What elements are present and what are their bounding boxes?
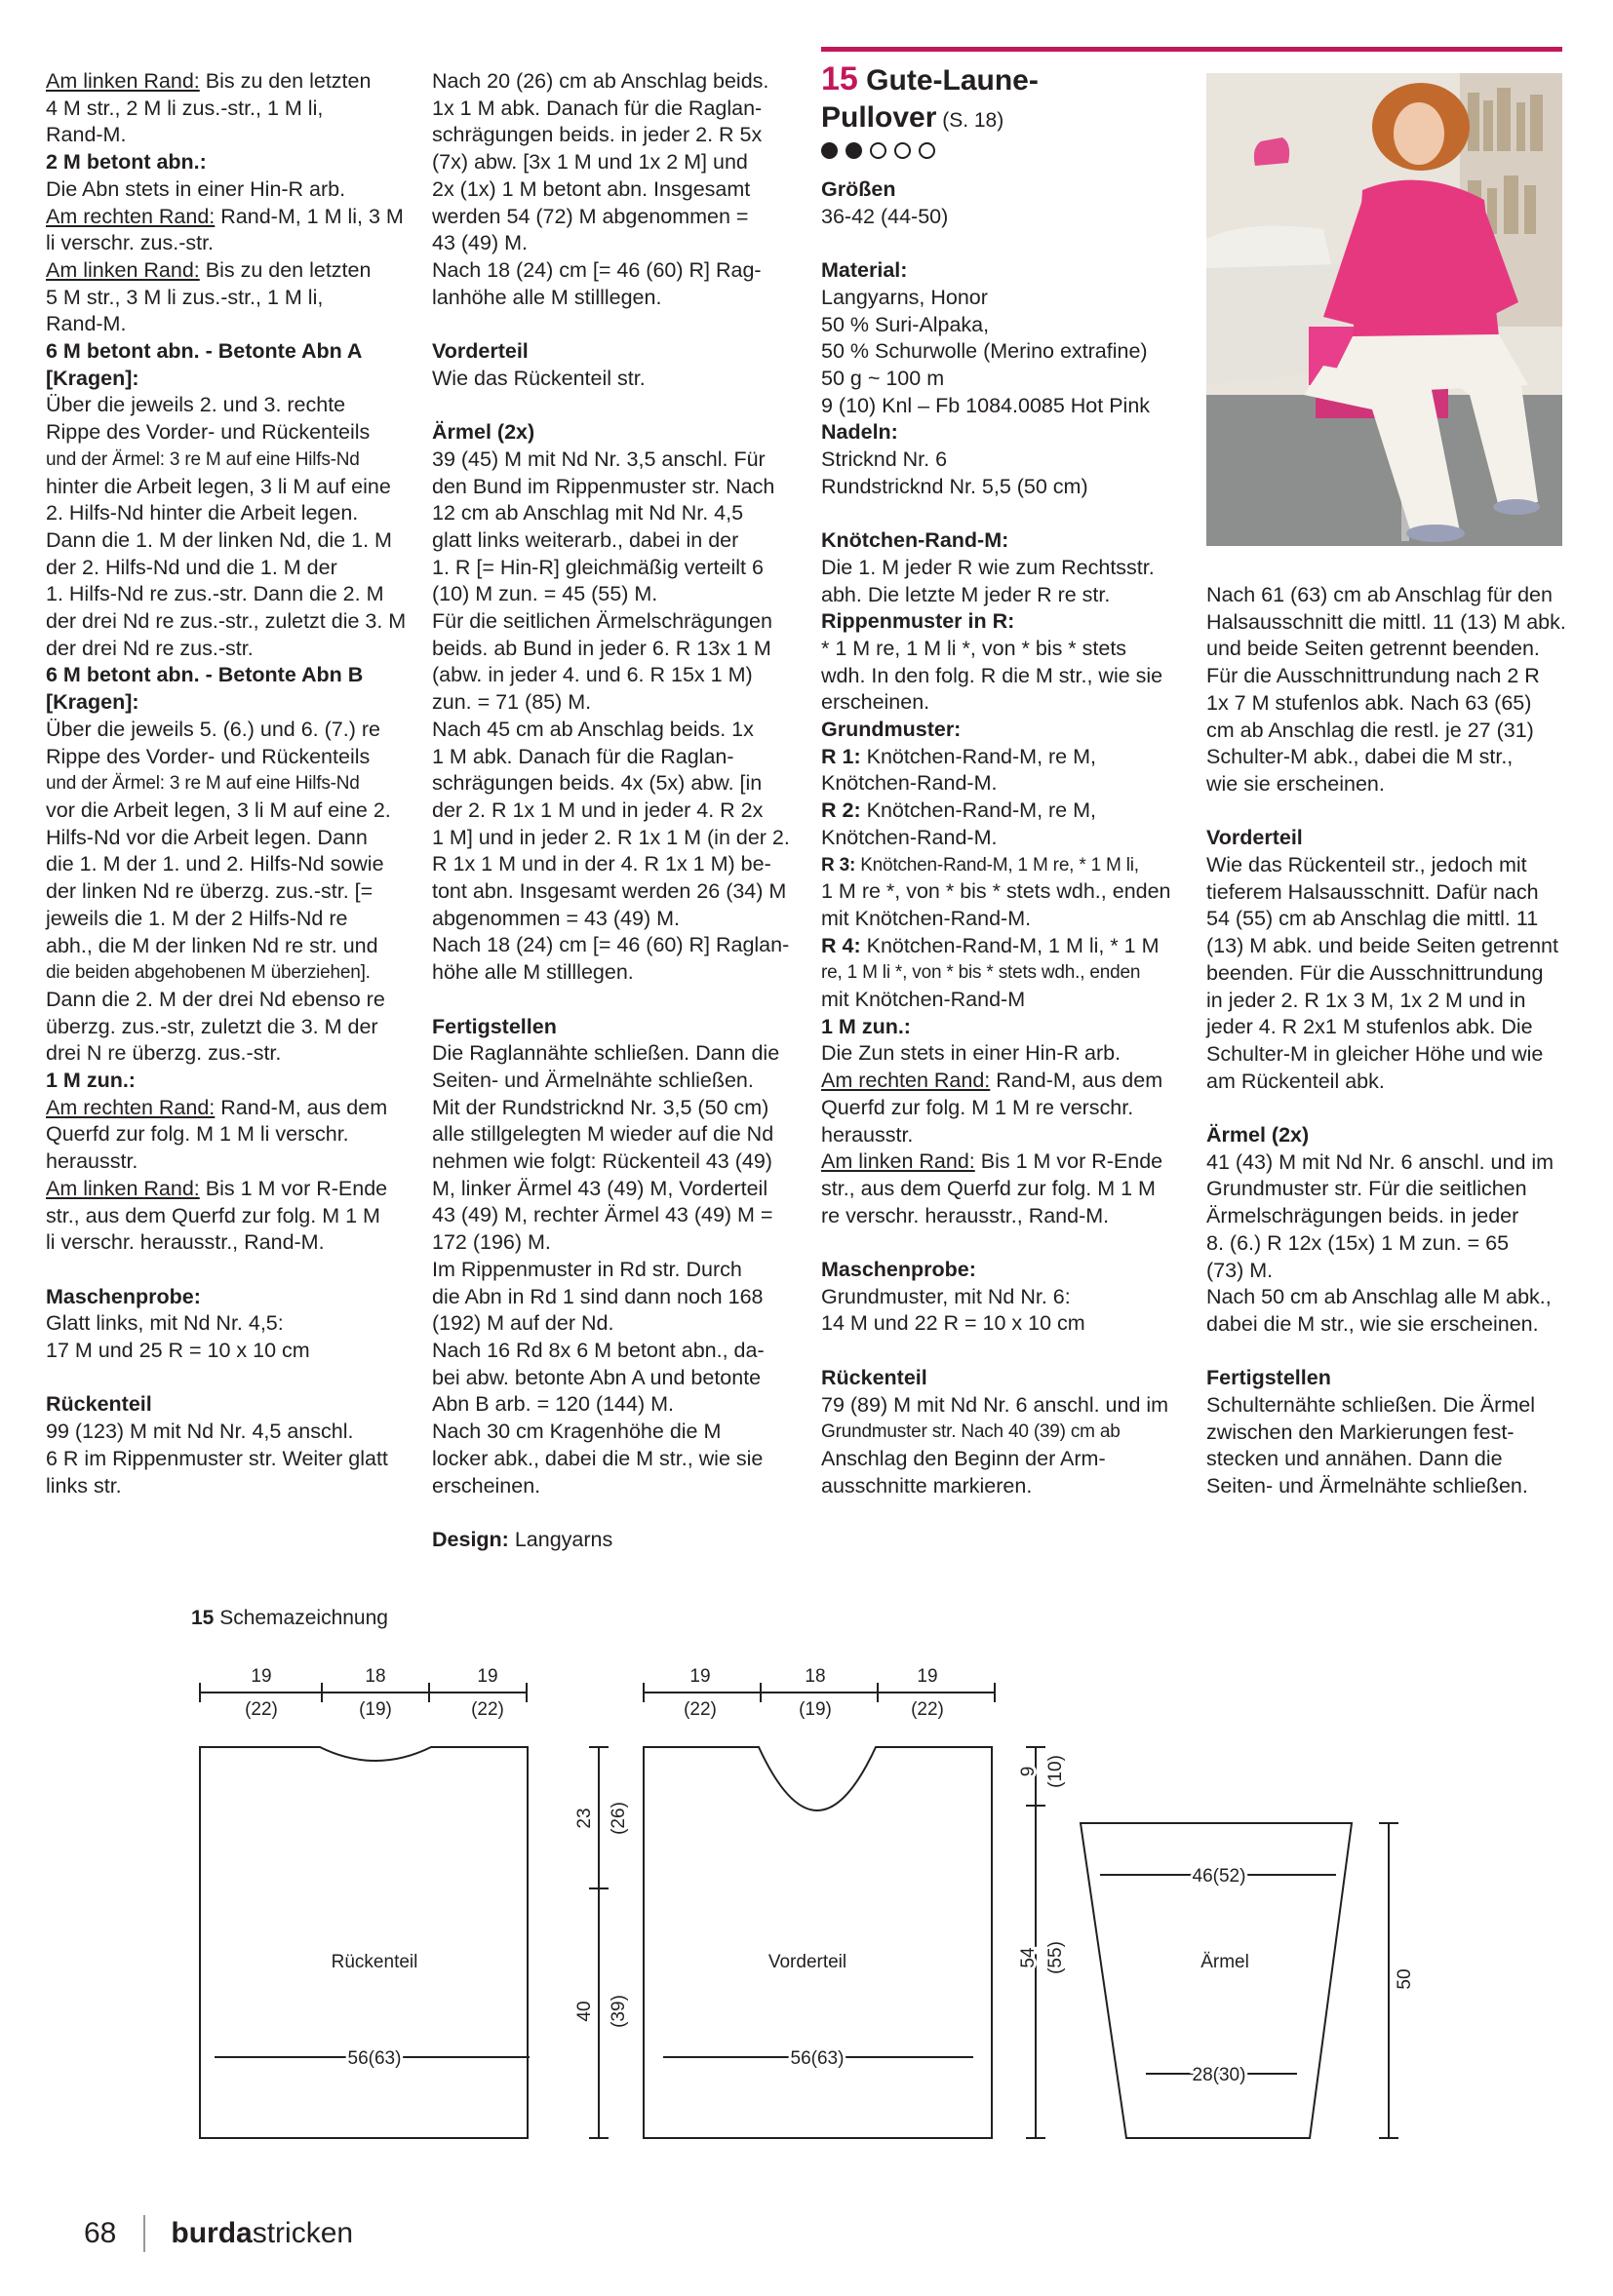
text: 99 (123) M mit Nd Nr. 4,5 anschl. — [46, 1420, 354, 1444]
text: abh. Die letzte M jeder R re str. — [821, 582, 1111, 606]
row-label: R 3: — [821, 854, 856, 876]
text: (7x) abw. [3x 1 M und 1x 2 M] und — [432, 150, 748, 175]
text: alle stillgelegten M wieder auf die Nd — [432, 1122, 774, 1147]
dim-right-alt: (22) — [911, 1699, 944, 1720]
text: links str. — [46, 1473, 122, 1498]
text: wdh. In den folg. R die M str., wie sie — [821, 663, 1163, 687]
text: Seiten- und Ärmelnähte schließen. — [432, 1068, 754, 1092]
text: beids. ab Bund in jeder 6. R 13x 1 M — [432, 636, 771, 660]
label: Am linken Rand: — [821, 1149, 975, 1174]
dim-right: 19 — [917, 1666, 938, 1687]
text: Schulter-M in gleicher Höhe und wie — [1206, 1041, 1544, 1066]
text: Knötchen-Rand-M, 1 M li, * 1 M — [860, 933, 1160, 957]
text: erscheinen. — [432, 1473, 541, 1498]
dim-left-alt: (22) — [245, 1699, 278, 1720]
heading: Grundmuster: — [821, 718, 962, 742]
column-2 — [432, 68, 803, 1554]
text: Wie das Rückenteil str. — [432, 366, 646, 390]
text: jeweils die 1. M der 2 Hilfs-Nd re — [46, 906, 348, 930]
dim-center-alt: (19) — [799, 1699, 832, 1720]
text: Rand-M, aus dem — [990, 1069, 1163, 1093]
text: der 2. Hilfs-Nd und die 1. M der — [46, 555, 337, 579]
text: am Rückenteil abk. — [1206, 1069, 1385, 1093]
text: schrägungen beids. 4x (5x) abw. [in — [432, 771, 763, 796]
text: locker abk., dabei die M str., wie sie — [432, 1446, 764, 1470]
text: und der Ärmel: 3 re M auf eine Hilfs-Nd — [46, 773, 360, 795]
text: tieferem Halsausschnitt. Dafür nach — [1206, 879, 1539, 904]
heading: [Kragen]: — [46, 366, 139, 390]
text: 1 M re *, von * bis * stets wdh., enden — [821, 879, 1171, 904]
text: bei abw. betonte Abn A und betonte — [432, 1365, 762, 1389]
text: Nach 20 (26) cm ab Anschlag beids. — [432, 69, 769, 93]
text: (73) M. — [1206, 1258, 1274, 1282]
text: Bis zu den letzten — [199, 69, 372, 93]
text: Seiten- und Ärmelnähte schließen. — [1206, 1474, 1528, 1498]
schema-title-text: Schemazeichnung — [214, 1607, 388, 1629]
text: Knötchen-Rand-M. — [821, 771, 998, 796]
text: tont abn. Insgesamt werden 26 (34) M — [432, 879, 787, 904]
text: Ärmelschrägungen beids. in jeder — [1206, 1204, 1519, 1228]
text: 1. R [= Hin-R] gleichmäßig verteilt 6 — [432, 555, 764, 579]
brand-bold: burda — [171, 2217, 253, 2249]
pattern-number: 15 — [821, 60, 858, 97]
text: Die Abn stets in einer Hin-R arb. — [46, 176, 346, 201]
text: glatt links weiterarb., dabei in der — [432, 527, 739, 552]
text: beenden. Für die Ausschnittrundung — [1206, 960, 1544, 985]
page-number: 68 — [84, 2217, 117, 2249]
text: 172 (196) M. — [432, 1230, 551, 1255]
text: Für die seitlichen Ärmelschrägungen — [432, 609, 772, 634]
height-lower-alt: (39) — [609, 1995, 629, 2028]
dim-left: 19 — [689, 1666, 711, 1687]
sleeve-top-width: 46(52) — [1192, 1866, 1246, 1887]
text: mit Knötchen-Rand-M — [821, 988, 1026, 1012]
text: Schulter-M abk., dabei die M str., — [1206, 745, 1514, 769]
text: jeder 4. R 2x1 M stufenlos abk. Die — [1206, 1015, 1533, 1039]
heading: Fertigstellen — [432, 1014, 557, 1038]
text: die 1. M der 1. und 2. Hilfs-Nd sowie — [46, 852, 384, 876]
schema-number: 15 — [191, 1607, 215, 1629]
row-label: R 2: — [821, 798, 861, 823]
heading: Rückenteil — [46, 1392, 152, 1417]
front-width: 56(63) — [790, 2048, 845, 2069]
text: Dann die 1. M der linken Nd, die 1. M — [46, 527, 392, 552]
text: erscheinen. — [821, 690, 930, 715]
text: Dann die 2. M der drei Nd ebenso re — [46, 987, 385, 1011]
pattern-name-2: Pullover — [821, 101, 937, 134]
text: 41 (43) M mit Nd Nr. 6 anschl. und im — [1206, 1149, 1554, 1174]
text: 36-42 (44-50) — [821, 204, 949, 228]
dim-right-alt: (22) — [471, 1699, 504, 1720]
model-photo — [1206, 73, 1562, 546]
text: Knötchen-Rand-M, 1 M re, * 1 M li, — [855, 854, 1139, 876]
dim-center-alt: (19) — [359, 1699, 392, 1720]
height-upper: 23 — [574, 1808, 595, 1829]
text: Nach 45 cm ab Anschlag beids. 1x — [432, 717, 754, 741]
text: 79 (89) M mit Nd Nr. 6 anschl. und im — [821, 1392, 1169, 1417]
heading: 1 M zun.: — [46, 1069, 136, 1093]
design-value: Langyarns — [508, 1527, 613, 1551]
text: der linken Nd re überzg. zus.-str. [= — [46, 879, 374, 904]
text: 4 M str., 2 M li zus.-str., 1 M li, — [46, 96, 324, 120]
page-ref: (S. 18) — [936, 109, 1004, 132]
text: (10) M zun. = 45 (55) M. — [432, 582, 658, 606]
heading: Knötchen-Rand-M: — [821, 528, 1009, 553]
text: werden 54 (72) M abgenommen = — [432, 204, 749, 228]
heading: Maschenprobe: — [821, 1258, 976, 1282]
text: Nach 30 cm Kragenhöhe die M — [432, 1420, 722, 1444]
text: herausstr. — [46, 1149, 138, 1174]
text: Rand-M. — [46, 312, 127, 336]
heading: Ärmel (2x) — [1206, 1123, 1310, 1148]
text: abh., die M der linken Nd re str. und — [46, 933, 378, 957]
text: 54 (55) cm ab Anschlag die mittl. 11 — [1206, 907, 1539, 931]
text: R 1x 1 M und in der 4. R 1x 1 M) be- — [432, 852, 771, 876]
difficulty-dot-empty — [919, 142, 935, 159]
photo-illustration — [1206, 73, 1562, 546]
text: der drei Nd re zus.-str., zuletzt die 3. M — [46, 609, 407, 634]
dim-left-alt: (22) — [684, 1699, 717, 1720]
text: Über die jeweils 5. (6.) und 6. (7.) re — [46, 717, 380, 741]
column-1 — [46, 68, 416, 1499]
text: Die Zun stets in einer Hin-R arb. — [821, 1041, 1121, 1066]
text: Die 1. M jeder R wie zum Rechtsstr. — [821, 555, 1155, 579]
text: und der Ärmel: 3 re M auf eine Hilfs-Nd — [46, 448, 360, 470]
dim-right: 19 — [477, 1666, 498, 1687]
sleeve-label: Ärmel — [1200, 1952, 1249, 1972]
text: Anschlag den Beginn der Arm- — [821, 1446, 1106, 1470]
text: wie sie erscheinen. — [1206, 771, 1385, 796]
text: schrägungen beids. in jeder 2. R 5x — [432, 123, 763, 147]
text: Schulternähte schließen. Die Ärmel — [1206, 1393, 1535, 1418]
difficulty-dot-empty — [870, 142, 886, 159]
text: Nach 61 (63) cm ab Anschlag für den — [1206, 583, 1553, 606]
text: der drei Nd re zus.-str. — [46, 636, 254, 660]
heading: Ärmel (2x) — [432, 420, 535, 445]
text: die Abn in Rd 1 sind dann noch 168 — [432, 1284, 764, 1308]
text: Bis zu den letzten — [199, 257, 372, 282]
text: Querfd zur folg. M 1 M re verschr. — [821, 1095, 1134, 1119]
label: Am linken Rand: — [46, 257, 200, 282]
text: M, linker Ärmel 43 (49) M, Vorderteil — [432, 1176, 768, 1200]
text: 2x (1x) 1 M betont abn. Insgesamt — [432, 176, 751, 201]
text: re verschr. herausstr., Rand-M. — [821, 1203, 1110, 1227]
row-label: R 1: — [821, 744, 861, 768]
text: 39 (45) M mit Nd Nr. 3,5 anschl. Für — [432, 447, 766, 471]
heading: Rückenteil — [821, 1365, 927, 1389]
pattern-name-1: Gute-Laune- — [866, 64, 1039, 97]
row-label: R 4: — [821, 933, 861, 957]
brand-rest: stricken — [252, 2217, 354, 2249]
text: Rand-M. — [46, 123, 127, 147]
text: Knötchen-Rand-M, re M, — [860, 744, 1096, 768]
design-label: Design: — [432, 1527, 509, 1551]
text: hinter die Arbeit legen, 3 li M auf eine — [46, 474, 391, 498]
back-piece-label: Rückenteil — [331, 1952, 418, 1972]
dim-left: 19 — [251, 1666, 272, 1687]
accent-bar — [821, 47, 1562, 52]
text: Langyarns, Honor — [821, 285, 988, 309]
text: 43 (49) M. — [432, 231, 528, 255]
text: in jeder 2. R 1x 3 M, 1x 2 M und in — [1206, 988, 1526, 1012]
heading: Größen — [821, 177, 896, 201]
text: 5 M str., 3 M li zus.-str., 1 M li, — [46, 285, 324, 309]
text: 1x 1 M abk. Danach für die Raglan- — [432, 96, 763, 120]
text: 43 (49) M, rechter Ärmel 43 (49) M = — [432, 1203, 773, 1227]
label: Am rechten Rand: — [46, 1095, 216, 1119]
text: Für die Ausschnittrundung nach 2 R — [1206, 664, 1540, 688]
label: Am rechten Rand: — [46, 204, 216, 228]
difficulty-dot-filled — [846, 142, 862, 159]
difficulty-rating — [821, 142, 935, 159]
text: * 1 M re, 1 M li *, von * bis * stets — [821, 636, 1127, 660]
dim-center: 18 — [805, 1666, 826, 1687]
text: 1x 7 M stufenlos abk. Nach 63 (65) — [1206, 690, 1532, 715]
column-4 — [1206, 582, 1577, 1500]
heading: [Kragen]: — [46, 690, 139, 715]
text: 1 M] und in jeder 2. R 1x 1 M (in der 2. — [432, 825, 790, 849]
text: 2. Hilfs-Nd hinter die Arbeit legen. — [46, 501, 359, 525]
text: vor die Arbeit legen, 3 li M auf eine 2. — [46, 798, 391, 822]
text: herausstr. — [821, 1122, 914, 1147]
text: 14 M und 22 R = 10 x 10 cm — [821, 1311, 1085, 1336]
text: Über die jeweils 2. und 3. rechte — [46, 393, 346, 417]
text: Bis 1 M vor R-Ende — [199, 1176, 388, 1200]
text: überzg. zus.-str, zuletzt die 3. M der — [46, 1014, 378, 1038]
text: Grundmuster str. Für die seitlichen — [1206, 1177, 1527, 1201]
text: Rippe des Vorder- und Rückenteils — [46, 420, 371, 445]
text: Glatt links, mit Nd Nr. 4,5: — [46, 1311, 284, 1336]
sleeve-bottom-width: 28(30) — [1192, 2065, 1246, 2085]
text: str., aus dem Querfd zur folg. M 1 M — [821, 1176, 1156, 1200]
text: Nach 50 cm ab Anschlag alle M abk., — [1206, 1285, 1552, 1309]
heading: Maschenprobe: — [46, 1284, 201, 1308]
heading: Vorderteil — [432, 339, 529, 364]
text: 12 cm ab Anschlag mit Nd Nr. 4,5 — [432, 501, 744, 525]
text: Nach 18 (24) cm [= 46 (60) R] Rag- — [432, 257, 762, 282]
text: (192) M auf der Nd. — [432, 1311, 614, 1336]
text: die beiden abgehobenen M überziehen]. — [46, 962, 371, 984]
text: ausschnitte markieren. — [821, 1473, 1033, 1498]
sleeve-length: 50 — [1395, 1968, 1415, 1990]
text: cm ab Anschlag die restl. je 27 (31) — [1206, 718, 1534, 742]
footer — [84, 2215, 353, 2252]
difficulty-dot-empty — [894, 142, 911, 159]
front-piece-label: Vorderteil — [767, 1952, 847, 1972]
text: Rand-M, aus dem — [215, 1095, 388, 1119]
difficulty-dot-filled — [821, 142, 838, 159]
front-body-length-alt: (55) — [1045, 1941, 1066, 1974]
text: zun. = 71 (85) M. — [432, 690, 592, 715]
text: Rippe des Vorder- und Rückenteils — [46, 744, 371, 768]
text: 6 R im Rippenmuster str. Weiter glatt — [46, 1446, 388, 1470]
text: Stricknd Nr. 6 — [821, 448, 948, 472]
text: Nach 16 Rd 8x 6 M betont abn., da- — [432, 1339, 765, 1362]
back-width: 56(63) — [347, 2048, 402, 2069]
heading: Vorderteil — [1206, 826, 1303, 850]
heading: Nadeln: — [821, 420, 898, 445]
heading: 6 M betont abn. - Betonte Abn B — [46, 663, 364, 687]
text: Knötchen-Rand-M. — [821, 825, 998, 849]
text: Im Rippenmuster in Rd str. Durch — [432, 1257, 742, 1281]
text: abgenommen = 43 (49) M. — [432, 906, 680, 930]
text: Querfd zur folg. M 1 M li verschr. — [46, 1122, 349, 1147]
pattern-title — [821, 60, 1192, 139]
text: Halsausschnitt die mittl. 11 (13) M abk. — [1206, 609, 1566, 634]
text: 50 % Schurwolle (Merino extrafine) — [821, 339, 1148, 364]
text: Abn B arb. = 120 (144) M. — [432, 1392, 674, 1417]
text: li verschr. zus.-str. — [46, 231, 215, 255]
neck-depth-alt: (10) — [1045, 1755, 1066, 1788]
heading: Fertigstellen — [1206, 1366, 1331, 1390]
text: 8. (6.) R 12x (15x) 1 M zun. = 65 — [1206, 1230, 1510, 1255]
text: der 2. R 1x 1 M und in jeder 4. R 2x — [432, 798, 764, 822]
text: Die Raglannähte schließen. Dann die — [432, 1041, 780, 1066]
text: Grundmuster, mit Nd Nr. 6: — [821, 1284, 1071, 1308]
text: und beide Seiten getrennt beenden. — [1206, 637, 1540, 661]
dim-center: 18 — [365, 1666, 386, 1687]
text: str., aus dem Querfd zur folg. M 1 M — [46, 1203, 380, 1227]
front-body-length: 54 — [1018, 1947, 1039, 1968]
text: Mit der Rundstricknd Nr. 3,5 (50 cm) — [432, 1095, 769, 1119]
text: nehmen wie folgt: Rückenteil 43 (49) — [432, 1149, 772, 1174]
text: stecken und annähen. Dann die — [1206, 1447, 1503, 1471]
schema-title — [191, 1607, 388, 1630]
label: Am rechten Rand: — [821, 1069, 991, 1093]
text: 50 g ~ 100 m — [821, 366, 945, 390]
height-lower: 40 — [574, 2001, 595, 2022]
text: Bis 1 M vor R-Ende — [974, 1149, 1163, 1174]
text: (13) M abk. und beide Seiten getrennt — [1206, 934, 1558, 958]
text: (abw. in jeder 4. und 6. R 15x 1 M) — [432, 663, 753, 687]
text: 9 (10) Knl – Fb 1084.0085 Hot Pink — [821, 393, 1151, 417]
heading: 2 M betont abn.: — [46, 150, 207, 175]
heading: 6 M betont abn. - Betonte Abn A — [46, 339, 363, 364]
text: Grundmuster str. Nach 40 (39) cm ab — [821, 1421, 1121, 1443]
text: 1 M abk. Danach für die Raglan- — [432, 744, 734, 768]
column-3 — [821, 176, 1192, 1499]
text: höhe alle M stilllegen. — [432, 960, 634, 985]
text: dabei die M str., wie sie erscheinen. — [1206, 1311, 1539, 1336]
text: mit Knötchen-Rand-M. — [821, 906, 1032, 930]
text: Rand-M, 1 M li, 3 M — [215, 204, 404, 228]
text: 50 % Suri-Alpaka, — [821, 312, 990, 336]
heading: Rippenmuster in R: — [821, 609, 1015, 634]
label: Am linken Rand: — [46, 1176, 200, 1200]
text: Knötchen-Rand-M, re M, — [860, 798, 1096, 823]
text: Hilfs-Nd vor die Arbeit legen. Dann — [46, 825, 368, 849]
label: Am linken Rand: — [46, 69, 200, 93]
text: 17 M und 25 R = 10 x 10 cm — [46, 1339, 310, 1363]
height-upper-alt: (26) — [609, 1802, 629, 1835]
text: li verschr. herausstr., Rand-M. — [46, 1230, 325, 1255]
heading: Material: — [821, 258, 908, 283]
text: re, 1 M li *, von * bis * stets wdh., enden — [821, 962, 1141, 984]
text: den Bund im Rippenmuster str. Nach — [432, 474, 775, 498]
text: lanhöhe alle M stilllegen. — [432, 285, 662, 309]
text: Rundstricknd Nr. 5,5 (50 cm) — [821, 474, 1088, 498]
text: zwischen den Markierungen fest- — [1206, 1420, 1515, 1444]
text: Wie das Rückenteil str., jedoch mit — [1206, 853, 1527, 877]
text: 1. Hilfs-Nd re zus.-str. Dann die 2. M — [46, 582, 384, 606]
text: drei N re überzg. zus.-str. — [46, 1041, 282, 1066]
text: Nach 18 (24) cm [= 46 (60) R] Raglan- — [432, 933, 790, 957]
footer-divider — [143, 2215, 145, 2252]
neck-depth: 9 — [1018, 1766, 1039, 1777]
heading: 1 M zun.: — [821, 1014, 911, 1038]
